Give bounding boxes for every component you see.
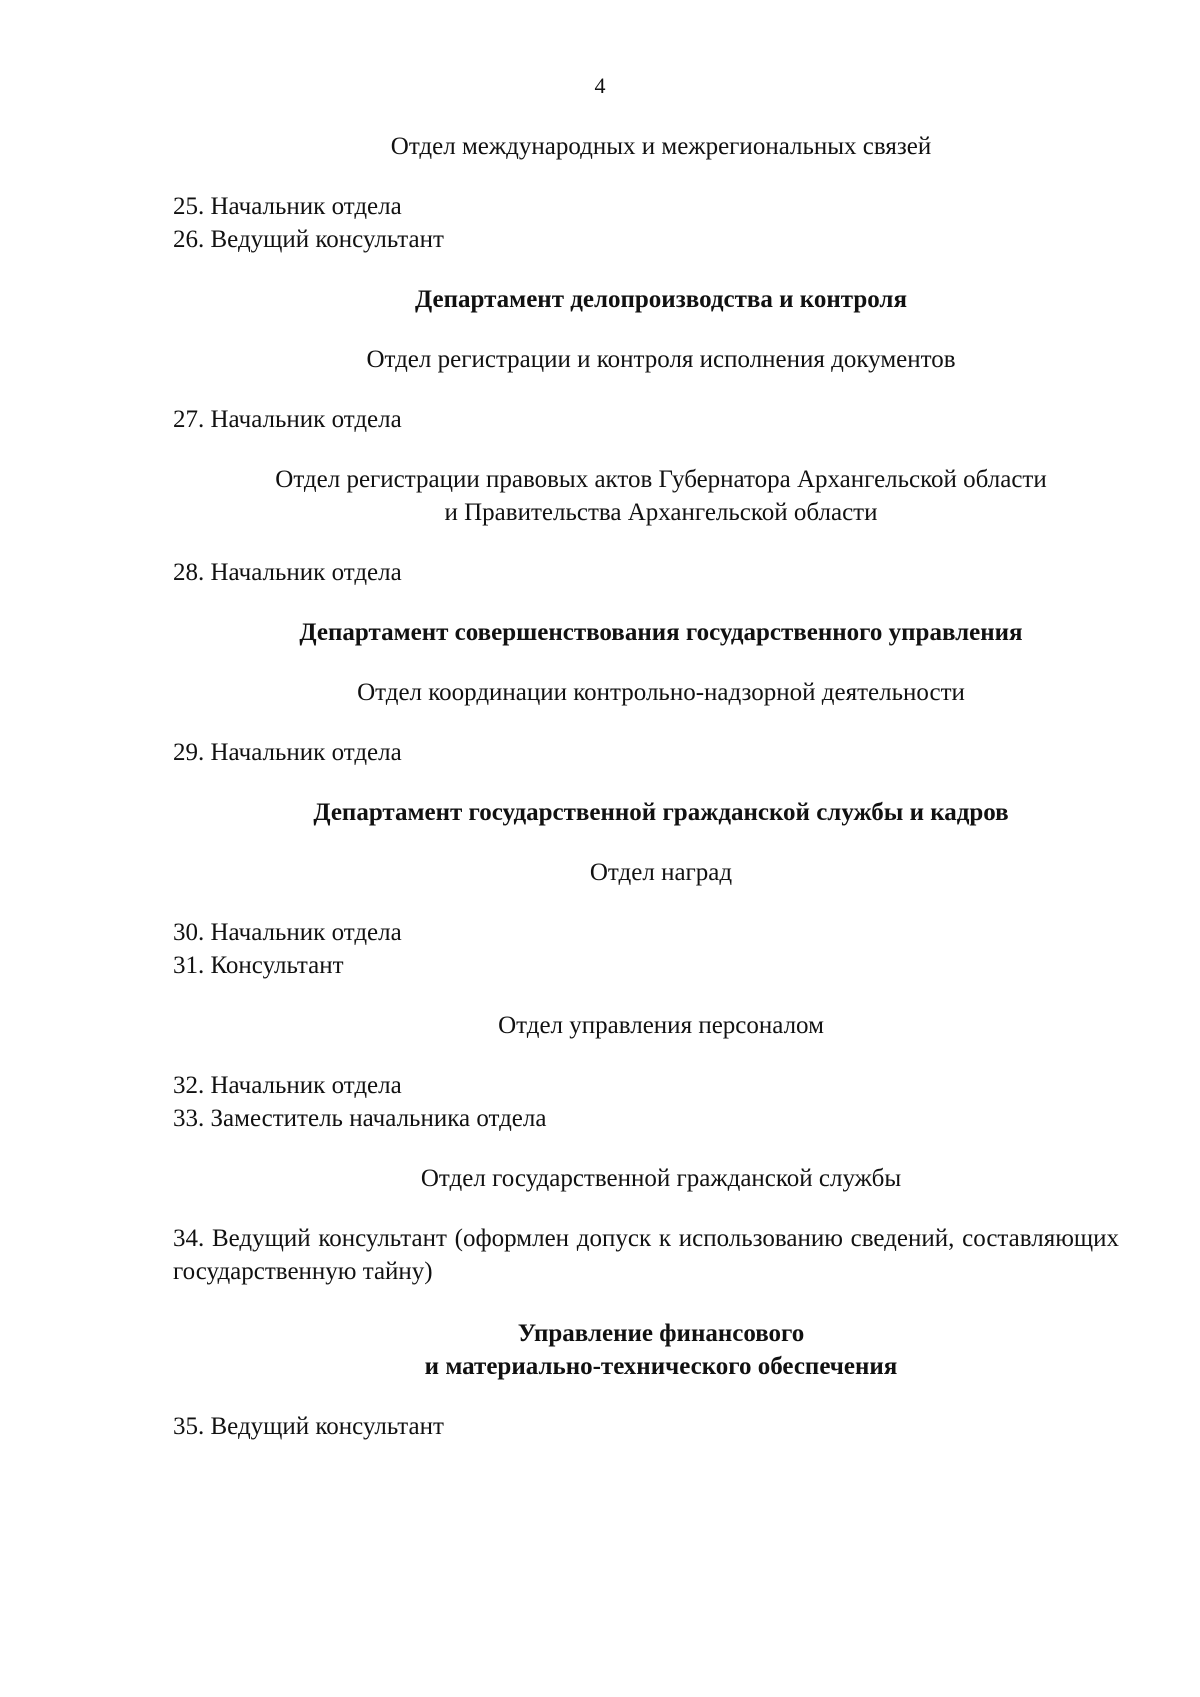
list-item: 30. Начальник отдела bbox=[173, 919, 402, 946]
list-item: 33. Заместитель начальника отдела bbox=[173, 1105, 547, 1132]
subdivision-heading-personnel: Отдел управления персоналом bbox=[498, 1012, 824, 1039]
position-list bbox=[173, 1069, 1119, 1135]
subdivision-heading-intl: Отдел международных и межрегиональных связей bbox=[390, 133, 932, 160]
subdivision-heading-coordination: Отдел координации контрольно-надзорной деятельности bbox=[357, 679, 965, 706]
list-item: 31. Консультант bbox=[173, 952, 344, 979]
list-item: 34. Ведущий консультант (оформлен допуск к использованию сведений, составляющих государственную тайну) bbox=[173, 1225, 1119, 1285]
document-body bbox=[173, 130, 1119, 1443]
subdivision-heading-registration: Отдел регистрации и контроля исполнения документов bbox=[366, 346, 956, 373]
department-heading-finance-admin bbox=[173, 1317, 1119, 1383]
department-heading-records: Департамент делопроизводства и контроля bbox=[415, 286, 907, 313]
subdivision-heading-awards: Отдел наград bbox=[589, 859, 733, 886]
subdivision-heading-legal-acts bbox=[173, 463, 1119, 529]
department-heading-governance: Департамент совершенствования государственного управления bbox=[299, 619, 1023, 646]
list-item: 29. Начальник отдела bbox=[173, 739, 402, 766]
list-item: 28. Начальник отдела bbox=[173, 559, 402, 586]
page-number: 4 bbox=[594, 73, 606, 98]
heading-line: и Правительства Архангельской области bbox=[444, 499, 878, 526]
heading-line: и материально-технического обеспечения bbox=[424, 1353, 898, 1380]
list-item: 27. Начальник отдела bbox=[173, 406, 402, 433]
heading-line: Отдел регистрации правовых актов Губернатора Архангельской области bbox=[275, 466, 1047, 493]
list-item: 35. Ведущий консультант bbox=[173, 1413, 444, 1440]
subdivision-heading-civil-service-dept: Отдел государственной гражданской службы bbox=[420, 1165, 902, 1192]
list-item: 26. Ведущий консультант bbox=[173, 226, 444, 253]
position-list bbox=[173, 190, 1119, 256]
heading-line: Управление финансового bbox=[517, 1320, 805, 1347]
list-item: 32. Начальник отдела bbox=[173, 1072, 402, 1099]
position-list bbox=[173, 916, 1119, 982]
department-heading-civil-service: Департамент государственной гражданской службы и кадров bbox=[313, 799, 1009, 826]
list-item: 25. Начальник отдела bbox=[173, 193, 402, 220]
